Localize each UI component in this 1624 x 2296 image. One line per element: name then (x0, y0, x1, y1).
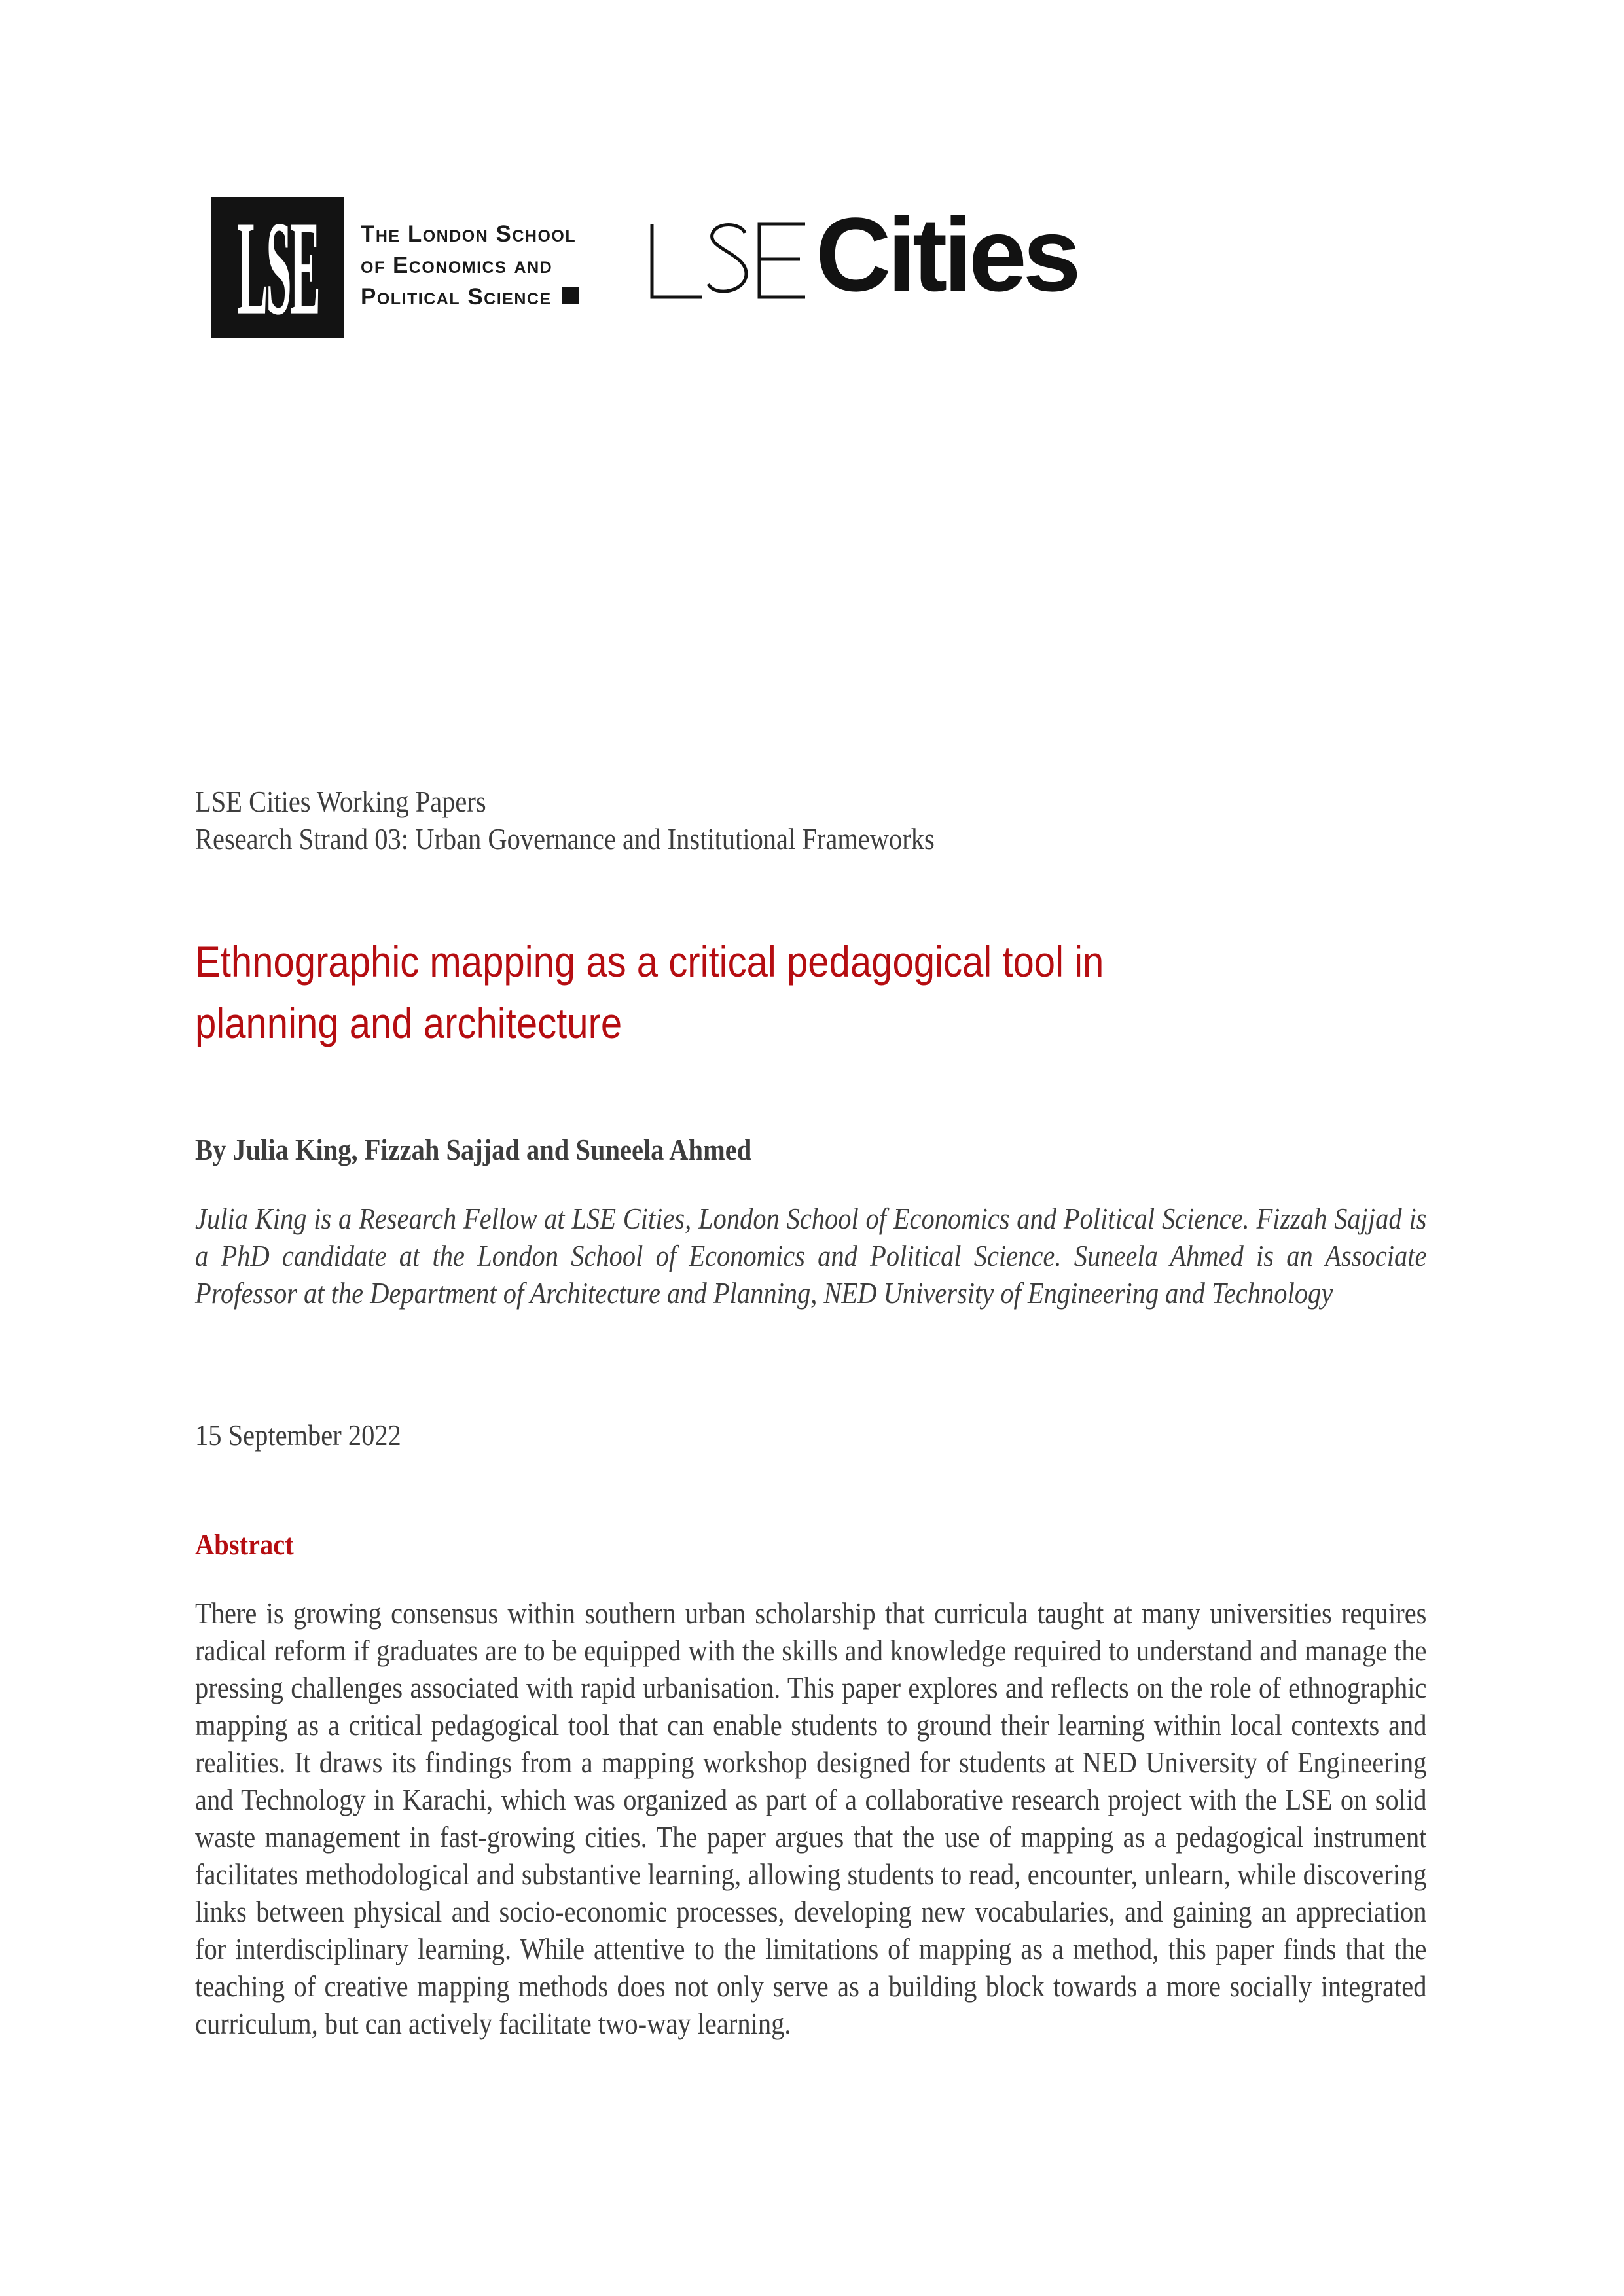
lse-cities-thin-lse-icon (647, 220, 810, 302)
lse-wordmark-line-3: Political Science (361, 281, 579, 313)
series-info (195, 783, 1426, 857)
byline: By Julia King, Fizzah Sajjad and Suneela Ahmed (195, 1133, 752, 1166)
paper-title-line-1: Ethnographic mapping as a critical pedagogical tool in (195, 937, 1104, 986)
lse-wordmark-line-1: The London School (361, 221, 577, 247)
publication-date: 15 September 2022 (195, 1418, 401, 1452)
paper-title-line-2: planning and architecture (195, 999, 623, 1047)
series-name: LSE Cities Working Papers (195, 785, 486, 818)
abstract-text: There is growing consensus within southern urban scholarship that curricula taught at many universities requires radical reform if graduates are to be equipped with the skills and knowledge required to understand and manage the pressing challenges associated with rapid urbanisation. This paper explores and reflects on the role of ethnographic mapping as a critical pedagogical tool that can enable students to ground their learning within local contexts and realities. It draws its findings from a mapping workshop designed for students at NED University of Engineering and Technology in Karachi, which was organized as part of a collaborative research project with the LSE on solid waste management in fast-growing cities. The paper argues that the use of mapping as a pedagogical instrument facilitates methodological and substantive learning, allowing students to read, encounter, unlearn, while discovering links between physical and socio-economic processes, developing new vocabularies, and gaining an appreciation for interdisciplinary learning. While attentive to the limitations of mapping as a method, this paper finds that the teaching of creative mapping methods does not only serve as a building block towards a more socially integrated curriculum, but can actively facilitate two-way learning. (195, 1596, 1427, 2040)
content-column (195, 783, 1426, 2042)
research-strand: Research Strand 03: Urban Governance and Institutional Frameworks (195, 822, 935, 855)
lse-logo-letters: LSE (237, 197, 319, 338)
lse-cities-logo (0, 0, 1624, 393)
paper-title (195, 931, 1426, 1054)
lse-cities-bold-text: Cities (816, 196, 1077, 313)
lse-wordmark-line-2: of Economics and (361, 253, 553, 278)
authors-note: Julia King is a Research Fellow at LSE Cities, London School of Economics and Political Science. Fizzah Sajjad is a PhD candidate at the London School of Economics and Political Science. Suneela Ahmed is an Associate Professor at the Department of Architecture and Planning, NED University of Engineering and Technology (195, 1202, 1427, 1310)
abstract-heading: Abstract (195, 1528, 294, 1561)
